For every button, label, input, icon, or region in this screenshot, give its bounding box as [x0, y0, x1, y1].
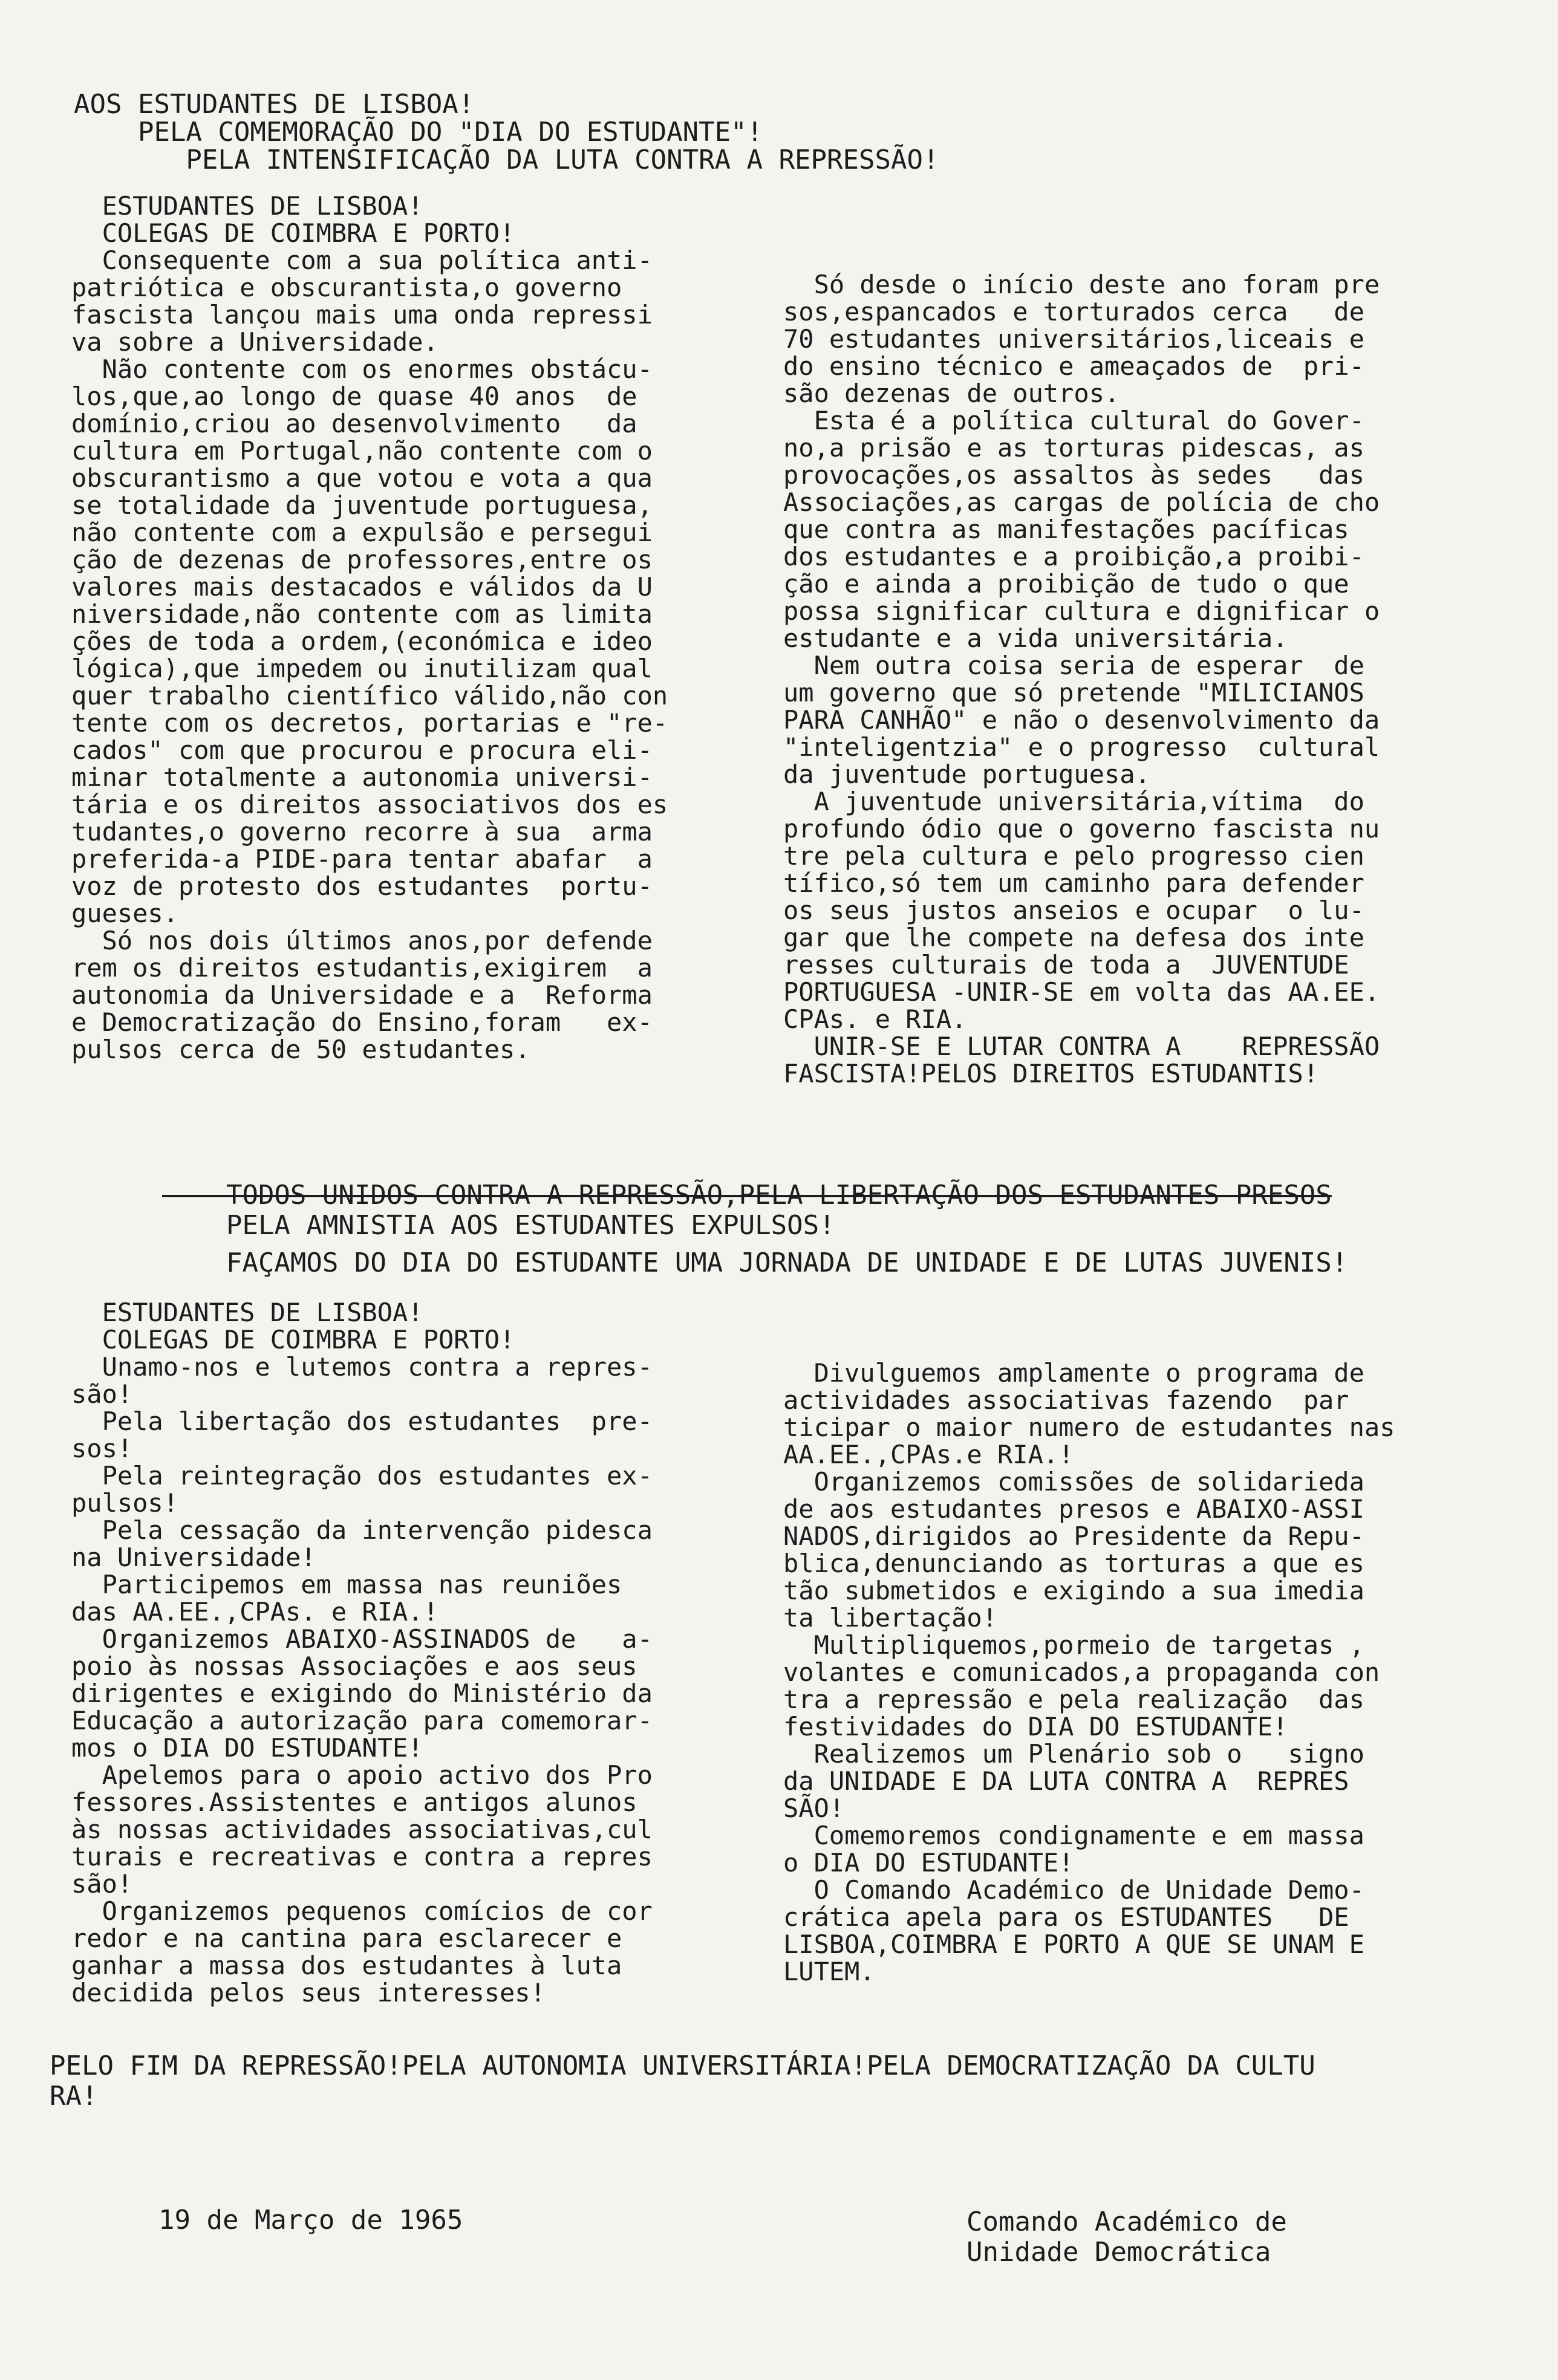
- text-line: sos!: [71, 1434, 133, 1463]
- text-line: ganhar a massa dos estudantes à luta: [71, 1951, 622, 1980]
- left-column-top: [71, 192, 668, 1063]
- text-line: provocações,os assaltos às sedes das: [783, 460, 1364, 490]
- final-slogan-line: RA!: [50, 2081, 98, 2112]
- text-line: COLEGAS DE COIMBRA E PORTO!: [71, 218, 515, 248]
- text-line: FASCISTA!PELOS DIREITOS ESTUDANTIS!: [783, 1059, 1319, 1088]
- signature-line: Comando Académico de: [966, 2206, 1287, 2237]
- text-line: A juventude universitária,vítima do: [783, 787, 1364, 816]
- slogan-line: TODOS UNIDOS CONTRA A REPRESSÃO,PELA LIBERTAÇÃO DOS ESTUDANTES PRESOS: [162, 1180, 1332, 1211]
- text-line: valores mais destacados e válidos da U: [71, 572, 653, 602]
- text-line: da UNIDADE E DA LUTA CONTRA A REPRES: [783, 1766, 1349, 1796]
- text-line: Organizemos comissões de solidarieda: [783, 1467, 1364, 1497]
- header-line: PELA COMEMORAÇÃO DO "DIA DO ESTUDANTE"!: [74, 117, 763, 148]
- text-line: autonomia da Universidade e a Reforma: [71, 980, 653, 1010]
- right-column-bottom: [783, 1359, 1395, 1985]
- text-line: são dezenas de outros.: [783, 379, 1120, 408]
- text-line: Só desde o início deste ano foram pre: [783, 270, 1380, 299]
- header-line: AOS ESTUDANTES DE LISBOA!: [74, 89, 475, 120]
- text-line: actividades associativas fazendo par: [783, 1385, 1349, 1415]
- text-line: de aos estudantes presos e ABAIXO-ASSI: [783, 1494, 1364, 1524]
- text-line: Não contente com os enormes obstácu-: [71, 354, 653, 384]
- text-line: poio às nossas Associações e aos seus: [71, 1651, 637, 1681]
- text-line: ta libertação!: [783, 1603, 998, 1633]
- text-line: COLEGAS DE COIMBRA E PORTO!: [71, 1325, 515, 1354]
- text-line: Educação a autorização para comemorar-: [71, 1706, 653, 1735]
- text-line: niversidade,não contente com as limita: [71, 599, 653, 629]
- text-line: lógica),que impedem ou inutilizam qual: [71, 654, 653, 683]
- text-line: tária e os direitos associativos dos es: [71, 790, 668, 819]
- text-line: AA.EE.,CPAs.e RIA.!: [783, 1440, 1074, 1469]
- text-line: na Universidade!: [71, 1543, 316, 1572]
- text-line: no,a prisão e as torturas pidescas, as: [783, 433, 1364, 463]
- text-line: quer trabalho científico válido,não con: [71, 681, 668, 710]
- signature-block: [966, 2207, 1287, 2268]
- slogan-line: FAÇAMOS DO DIA DO ESTUDANTE UMA JORNADA DE UNIDADE E DE LUTAS JUVENIS!: [162, 1247, 1348, 1278]
- text-line: ção e ainda a proibição de tudo o que: [783, 569, 1349, 599]
- text-line: fascista lançou mais uma onda repressi: [71, 300, 653, 330]
- text-line: Comemoremos condignamente e em massa: [783, 1821, 1364, 1850]
- text-line: obscurantismo a que votou e vota a qua: [71, 463, 653, 493]
- text-line: sos,espancados e torturados cerca de: [783, 297, 1364, 327]
- text-line: volantes e comunicados,a propaganda con: [783, 1657, 1380, 1687]
- text-line: minar totalmente a autonomia universi-: [71, 762, 653, 792]
- text-line: Realizemos um Plenário sob o signo: [783, 1739, 1364, 1769]
- text-line: tífico,só tem um caminho para defender: [783, 868, 1364, 898]
- text-line: redor e na cantina para esclarecer e: [71, 1923, 622, 1953]
- text-line: e Democratização do Ensino,foram ex-: [71, 1007, 653, 1037]
- text-line: o DIA DO ESTUDANTE!: [783, 1848, 1074, 1878]
- text-line: resses culturais de toda a JUVENTUDE: [783, 950, 1349, 980]
- text-line: os seus justos anseios e ocupar o lu-: [783, 896, 1364, 925]
- text-line: ção de dezenas de professores,entre os: [71, 545, 653, 574]
- text-line: va sobre a Universidade.: [71, 327, 438, 357]
- text-line: gueses.: [71, 899, 179, 928]
- text-line: fessores.Assistentes e antigos alunos: [71, 1787, 637, 1817]
- text-line: são!: [71, 1869, 133, 1899]
- text-line: Multipliquemos,pormeio de targetas ,: [783, 1630, 1364, 1660]
- text-line: Pela reintegração dos estudantes ex-: [71, 1461, 653, 1491]
- text-line: rem os direitos estudantis,exigirem a: [71, 953, 653, 983]
- text-line: Organizemos pequenos comícios de cor: [71, 1896, 653, 1926]
- text-line: CPAs. e RIA.: [783, 1004, 967, 1034]
- text-line: tra a repressão e pela realização das: [783, 1685, 1364, 1714]
- text-line: cultura em Portugal,não contente com o: [71, 436, 653, 466]
- text-line: Esta é a política cultural do Gover-: [783, 406, 1364, 435]
- text-line: são!: [71, 1379, 133, 1409]
- text-line: preferida-a PIDE-para tentar abafar a: [71, 844, 653, 874]
- text-line: O Comando Académico de Unidade Demo-: [783, 1875, 1364, 1905]
- text-line: pulsos!: [71, 1488, 179, 1518]
- text-line: turais e recreativas e contra a repres: [71, 1842, 653, 1871]
- text-line: Divulguemos amplamente o programa de: [783, 1358, 1364, 1388]
- text-line: LUTEM.: [783, 1957, 875, 1986]
- text-line: às nossas actividades associativas,cul: [71, 1815, 653, 1844]
- text-line: ções de toda a ordem,(económica e ideo: [71, 626, 653, 656]
- text-line: das AA.EE.,CPAs. e RIA.!: [71, 1597, 438, 1627]
- text-line: "inteligentzia" e o progresso cultural: [783, 732, 1380, 762]
- text-line: que contra as manifestações pacíficas: [783, 515, 1349, 544]
- text-line: Só nos dois últimos anos,por defende: [71, 926, 653, 955]
- text-line: tente com os decretos, portarias e "re-: [71, 708, 668, 738]
- text-line: PARA CANHÃO" e não o desenvolvimento da: [783, 705, 1380, 735]
- central-slogans: [162, 1180, 1348, 1278]
- text-line: voz de protesto dos estudantes portu-: [71, 871, 653, 901]
- text-line: Organizemos ABAIXO-ASSINADOS de a-: [71, 1624, 653, 1654]
- text-line: da juventude portuguesa.: [783, 759, 1150, 789]
- text-line: UNIR-SE E LUTAR CONTRA A REPRESSÃO: [783, 1032, 1380, 1061]
- text-line: tre pela cultura e pelo progresso cien: [783, 841, 1364, 871]
- text-line: cados" com que procurou e procura eli-: [71, 735, 653, 765]
- text-line: festividades do DIA DO ESTUDANTE!: [783, 1712, 1288, 1741]
- text-line: blica,denunciando as torturas a que es: [783, 1549, 1364, 1578]
- text-line: decidida pelos seus interesses!: [71, 1978, 546, 2008]
- final-slogan: [50, 2051, 1315, 2112]
- text-line: domínio,criou ao desenvolvimento da: [71, 409, 637, 438]
- text-line: PORTUGUESA -UNIR-SE em volta das AA.EE.: [783, 977, 1380, 1007]
- text-line: pulsos cerca de 50 estudantes.: [71, 1035, 530, 1064]
- text-line: NADOS,dirigidos ao Presidente da Repu-: [783, 1521, 1364, 1551]
- text-line: estudante e a vida universitária.: [783, 623, 1288, 653]
- text-line: Pela cessação da intervenção pidesca: [71, 1515, 653, 1545]
- signature-line: Unidade Democrática: [966, 2237, 1271, 2268]
- text-line: ESTUDANTES DE LISBOA!: [71, 191, 423, 221]
- leaflet-header: [74, 91, 939, 174]
- text-line: ticipar o maior numero de estudantes nas: [783, 1413, 1395, 1442]
- text-line: dirigentes e exigindo do Ministério da: [71, 1679, 653, 1708]
- text-line: los,que,ao longo de quase 40 anos de: [71, 382, 637, 411]
- text-line: Apelemos para o apoio activo dos Pro: [71, 1760, 653, 1790]
- text-line: SÃO!: [783, 1793, 845, 1823]
- text-line: ESTUDANTES DE LISBOA!: [71, 1298, 423, 1327]
- text-line: um governo que só pretende "MILICIANOS: [783, 678, 1364, 707]
- text-line: gar que lhe compete na defesa dos inte: [783, 923, 1364, 952]
- text-line: Nem outra coisa seria de esperar de: [783, 651, 1364, 680]
- text-line: não contente com a expulsão e persegui: [71, 518, 653, 547]
- text-line: LISBOA,COIMBRA E PORTO A QUE SE UNAM E: [783, 1930, 1364, 1959]
- text-line: mos o DIA DO ESTUDANTE!: [71, 1733, 423, 1763]
- text-line: se totalidade da juventude portuguesa,: [71, 490, 653, 520]
- final-slogan-line: PELO FIM DA REPRESSÃO!PELA AUTONOMIA UNIVERSITÁRIA!PELA DEMOCRATIZAÇÃO DA CULTU: [50, 2050, 1315, 2081]
- slogan-line: PELA AMNISTIA AOS ESTUDANTES EXPULSOS!: [162, 1210, 835, 1241]
- text-line: dos estudantes e a proibição,a proibi-: [783, 542, 1364, 571]
- text-line: crática apela para os ESTUDANTES DE: [783, 1902, 1349, 1932]
- text-line: Associações,as cargas de polícia de cho: [783, 487, 1380, 517]
- document-date: 19 de Março de 1965: [158, 2205, 463, 2235]
- text-line: Pela libertação dos estudantes pre-: [71, 1406, 653, 1436]
- left-column-bottom: [71, 1299, 653, 2006]
- text-line: tudantes,o governo recorre à sua arma: [71, 817, 653, 847]
- text-line: possa significar cultura e dignificar o: [783, 596, 1380, 626]
- text-line: do ensino técnico e ameaçados de pri-: [783, 351, 1364, 381]
- text-line: tão submetidos e exigindo a sua imedia: [783, 1576, 1364, 1605]
- text-line: profundo ódio que o governo fascista nu: [783, 814, 1380, 844]
- text-line: Participemos em massa nas reuniões: [71, 1570, 622, 1599]
- text-line: Consequente com a sua política anti-: [71, 245, 653, 275]
- text-line: patriótica e obscurantista,o governo: [71, 273, 622, 302]
- text-line: Unamo-nos e lutemos contra a repres-: [71, 1352, 653, 1382]
- text-line: 70 estudantes universitários,liceais e: [783, 324, 1364, 354]
- right-column-top: [783, 271, 1380, 1087]
- header-line: PELA INTENSIFICAÇÃO DA LUTA CONTRA A REPRESSÃO!: [74, 145, 939, 175]
